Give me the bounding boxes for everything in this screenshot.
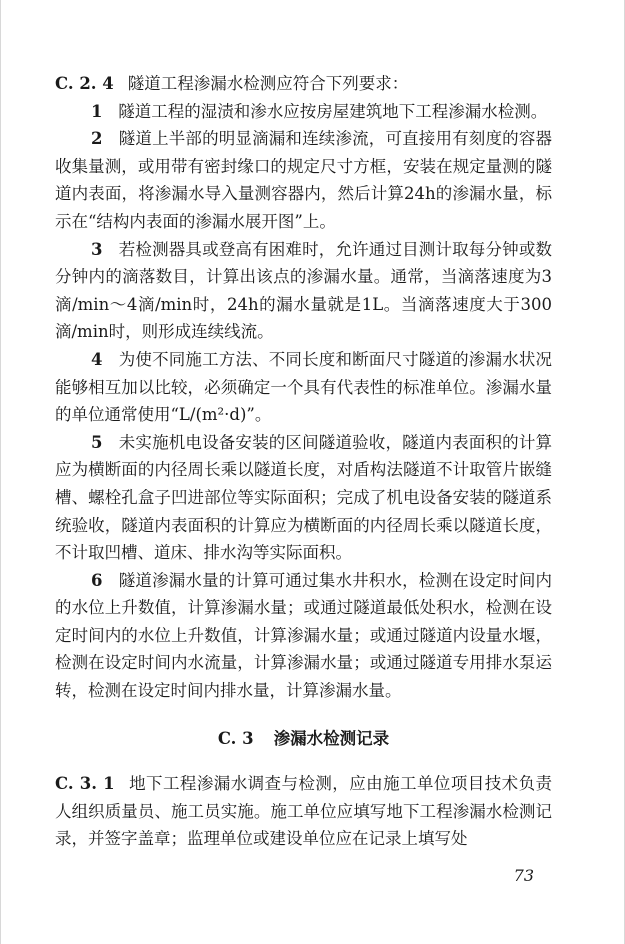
- list-item: [55, 567, 552, 705]
- heading-id: C. 3: [217, 728, 254, 748]
- item-number: 5: [91, 432, 103, 452]
- clause-text: 地下工程渗漏水调查与检测，应由施工单位项目技术负责人组织质量员、施工员实施。施工单位应填写地下工程渗漏水检测记录，并签字盖章；监理单位或建设单位应在记录上填写处: [55, 774, 553, 849]
- item-number: 3: [91, 239, 103, 259]
- item-text: 隧道渗漏水量的计算可通过集水井积水，检测在设定时间内的水位上升数值，计算渗漏水量；或通过隧道最低处积水，检测在设定时间内的水位上升数值，计算渗漏水量；或通过隧道内设量水堰，检测在设定时间内水流量，计算渗漏水量；或通过隧道专用排水泵运转，检测在设定时间内排水量，计算渗漏水量。: [55, 570, 552, 701]
- list-item: [55, 429, 552, 567]
- list-item: [55, 98, 552, 126]
- item-text: 未实施机电设备安装的区间隧道验收，隧道内表面积的计算应为横断面的内径周长乘以隧道长度，对盾构法隧道不计取管片嵌缝槽、螺栓孔盒子凹进部位等实际面积；完成了机电设备安装的隧道系统验收，隧道内表面积的计算应为横断面的内径周长乘以隧道长度，不计取凹槽、道床、排水沟等实际面积。: [55, 432, 552, 563]
- item-text: 隧道工程的湿渍和渗水应按房屋建筑地下工程渗漏水检测。: [118, 101, 548, 121]
- list-item: [55, 346, 552, 429]
- item-number: 6: [91, 570, 103, 590]
- item-text: 隧道上半部的明显滴漏和连续渗流，可直接用有刻度的容器收集量测，或用带有密封缘口的规定尺寸方框，安装在规定量测的隧道内表面，将渗漏水导入量测容器内，然后计算24h的渗漏水量，标示在“结构内表面的渗漏水展开图”上。: [55, 129, 552, 231]
- item-text: 若检测器具或登高有困难时，允许通过目测计取每分钟或数分钟内的滴落数目，计算出该点的渗漏水量。通常，当滴落速度为3滴/min～4滴/min时，24h的漏水量就是1L。当滴落速度大于300滴/min时，则形成连续线流。: [55, 239, 552, 342]
- list-item: [55, 236, 552, 346]
- clause-title: 隧道工程渗漏水检测应符合下列要求：: [127, 74, 409, 93]
- list-item: [55, 125, 552, 235]
- item-number: 2: [91, 129, 103, 149]
- clause-id: C. 3. 1: [55, 774, 115, 794]
- clause-id: C. 2. 4: [55, 74, 114, 93]
- page-number: 73: [513, 866, 534, 885]
- clause-c-3-1: [55, 770, 552, 853]
- heading-title: 渗漏水检测记录: [273, 728, 390, 748]
- item-number: 4: [91, 349, 103, 369]
- body-text: [55, 70, 552, 853]
- clause-c-2-4: [55, 70, 552, 98]
- item-text: 为使不同施工方法、不同长度和断面尺寸隧道的渗漏水状况能够相互加以比较，必须确定一个具有代表性的标准单位。渗漏水量的单位通常使用“L/(m²·d)”。: [55, 349, 552, 425]
- section-heading: [55, 725, 552, 753]
- item-number: 1: [91, 101, 103, 121]
